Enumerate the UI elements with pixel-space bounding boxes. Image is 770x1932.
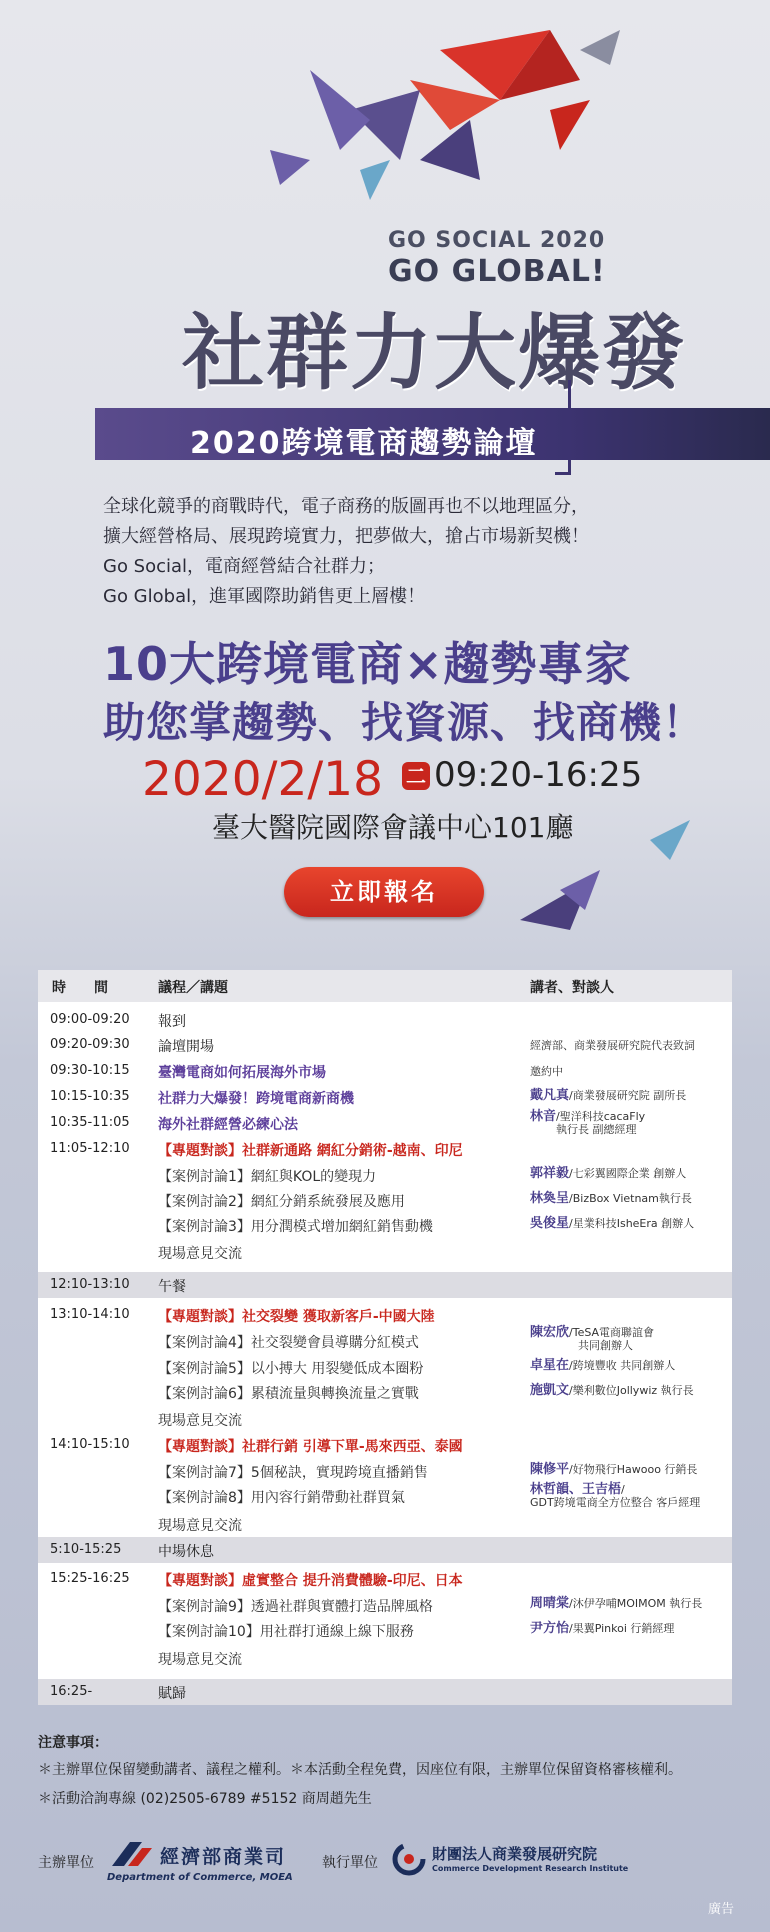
row-topic: 【案例討論5】以小搏大 用裂變低成本圈粉 <box>158 1361 424 1377</box>
host-label: 主辦單位 <box>38 1855 94 1871</box>
ad-label: 廣告 <box>708 1902 735 1917</box>
row-topic: 現場意見交流 <box>158 1518 242 1534</box>
forum-title: 2020跨境電商趨勢論壇 <box>190 426 538 461</box>
row-time: 12:10-13:10 <box>50 1277 130 1292</box>
row-topic: 【案例討論3】用分潤模式增加網紅銷售動機 <box>158 1219 433 1235</box>
row-time: 09:20-09:30 <box>50 1037 130 1052</box>
lunch-band <box>38 1272 732 1298</box>
notes-line: ＊主辦單位保留變動講者、議程之權利。＊本活動全程免費，因座位有限，主辦單位保留資格審核權利。 <box>38 1762 682 1778</box>
row-topic: 社群力大爆發！跨境電商新商機 <box>158 1091 354 1107</box>
row-speaker: 施凱文/樂利數位Jollywiz 執行長 <box>530 1383 694 1398</box>
row-topic: 【案例討論7】5個秘訣，實現跨境直播銷售 <box>158 1465 428 1481</box>
row-time: 14:10-15:10 <box>50 1437 130 1452</box>
host-name: 經濟部商業司 <box>160 1846 287 1868</box>
row-speaker: 戴凡真/商業發展研究院 副所長 <box>530 1088 687 1103</box>
row-time: 15:25-16:25 <box>50 1571 130 1586</box>
headline-benefits: 助您掌趨勢、找資源、找商機！ <box>103 698 706 747</box>
headline-experts: 10大跨境電商×趨勢專家 <box>103 637 632 691</box>
row-speaker: 卓星在/跨境豐收 共同創辦人 <box>530 1358 676 1373</box>
row-topic: 【案例討論1】網紅與KOL的變現力 <box>158 1169 377 1185</box>
notes-heading: 注意事項： <box>38 1735 108 1751</box>
row-time: 09:30-10:15 <box>50 1063 130 1078</box>
notes-line: ＊活動洽詢專線 (02)2505-6789 #5152 商周趙先生 <box>38 1791 372 1807</box>
schedule-header <box>38 970 732 1002</box>
intro-text <box>103 492 703 612</box>
go-social-slogan: GO SOCIAL 2020 <box>388 228 606 253</box>
break-band <box>38 1537 732 1563</box>
row-speaker: 陳宏欣/TeSA電商聯誼會 共同創辦人 <box>530 1325 655 1352</box>
event-time: 09:20-16:25 <box>434 755 643 795</box>
origami-birds-illustration <box>250 10 650 230</box>
intro-line: 擴大經營格局、展現跨境實力，把夢做大，搶占市場新契機！ <box>103 526 589 547</box>
row-topic: 【案例討論9】透過社群與實體打造品牌風格 <box>158 1599 433 1615</box>
row-speaker: 林哲韻、王吉梧/ GDT跨境電商全方位整合 客戶經理 <box>530 1482 701 1509</box>
header-time: 時 間 <box>52 980 108 996</box>
exec-name: 財團法人商業發展研究院 <box>432 1845 598 1863</box>
row-speaker: 林音/聖洋科技cacaFly 執行長 副總經理 <box>530 1109 646 1136</box>
moea-logo-icon <box>108 1838 156 1870</box>
row-topic: 論壇開場 <box>158 1039 214 1055</box>
row-topic: 午餐 <box>158 1279 186 1295</box>
row-speaker: 郭祥毅/七彩翼國際企業 創辦人 <box>530 1166 687 1181</box>
row-speaker: 陳修平/好物飛行Hawooo 行銷長 <box>530 1462 698 1477</box>
end-band <box>38 1679 732 1705</box>
intro-line: Go Social，電商經營結合社群力； <box>103 556 386 577</box>
row-speaker: 林奐呈/BizBox Vietnam執行長 <box>530 1191 692 1206</box>
schedule-table <box>38 970 732 1705</box>
event-venue: 臺大醫院國際會議中心101廳 <box>212 811 574 844</box>
row-topic: 中場休息 <box>158 1544 214 1560</box>
row-time: 09:00-09:20 <box>50 1012 130 1027</box>
event-weekday-badge: 二 <box>402 762 430 790</box>
row-time: 10:15-10:35 <box>50 1089 130 1104</box>
row-topic: 現場意見交流 <box>158 1413 242 1429</box>
intro-line: 全球化競爭的商戰時代，電子商務的版圖再也不以地理區分， <box>103 496 589 517</box>
exec-label: 執行單位 <box>322 1855 378 1871</box>
row-speaker: 經濟部、商業發展研究院代表致詞 <box>530 1039 695 1052</box>
row-topic: 現場意見交流 <box>158 1652 242 1668</box>
row-time: 10:35-11:05 <box>50 1115 130 1130</box>
row-topic: 【案例討論10】用社群打通線上線下服務 <box>158 1624 414 1640</box>
row-topic: 【案例討論4】社交裂變會員導購分紅模式 <box>158 1335 419 1351</box>
row-speaker: 吳俊星/星業科技IsheEra 創辦人 <box>530 1216 695 1231</box>
row-topic: 【案例討論2】網紅分銷系統發展及應用 <box>158 1194 405 1210</box>
row-topic: 賦歸 <box>158 1686 186 1702</box>
notes-section <box>38 1732 738 1814</box>
register-button[interactable]: 立即報名 <box>284 867 484 917</box>
row-time: 11:05-12:10 <box>50 1141 130 1156</box>
row-speaker: 邀約中 <box>530 1065 563 1078</box>
header-topic: 議程／講題 <box>158 980 228 996</box>
row-topic: 【案例討論6】累積流量與轉換流量之實戰 <box>158 1386 419 1402</box>
row-topic: 【案例討論8】用內容行銷帶動社群買氣 <box>158 1490 405 1506</box>
cdri-logo-icon <box>390 1840 428 1878</box>
main-title: 社群力大爆發 <box>182 306 687 401</box>
row-topic: 臺灣電商如何拓展海外市場 <box>158 1065 326 1081</box>
header-speaker: 講者、對談人 <box>530 980 614 996</box>
row-topic: 報到 <box>158 1014 186 1030</box>
row-time: 16:25- <box>50 1684 93 1699</box>
go-global-slogan: GO GLOBAL! <box>388 254 606 289</box>
row-topic: 【專題對談】社群新通路 網紅分銷術-越南、印尼 <box>158 1143 463 1159</box>
row-topic: 【專題對談】社群行銷 引導下單-馬來西亞、泰國 <box>158 1439 463 1455</box>
exec-name-en: Commerce Development Research Institute <box>432 1864 629 1873</box>
intro-line: Go Global，進軍國際助銷售更上層樓！ <box>103 586 426 607</box>
row-topic: 【專題對談】社交裂變 獲取新客戶-中國大陸 <box>158 1309 435 1325</box>
row-topic: 【專題對談】虛實整合 提升消費體驗-印尼、日本 <box>158 1573 463 1589</box>
row-topic: 現場意見交流 <box>158 1246 242 1262</box>
forum-bracket-decoration <box>555 380 571 475</box>
row-speaker: 尹方怡/果翼Pinkoi 行銷經理 <box>530 1621 675 1636</box>
row-topic: 海外社群經營必練心法 <box>158 1117 298 1133</box>
host-name-en: Department of Commerce, MOEA <box>107 1872 293 1883</box>
row-time: 13:10-14:10 <box>50 1307 130 1322</box>
row-speaker: 周晴棠/沐伊孕哺MOIMOM 執行長 <box>530 1596 703 1611</box>
event-date: 2020/2/18 <box>142 752 383 807</box>
row-time: 5:10-15:25 <box>50 1542 122 1557</box>
